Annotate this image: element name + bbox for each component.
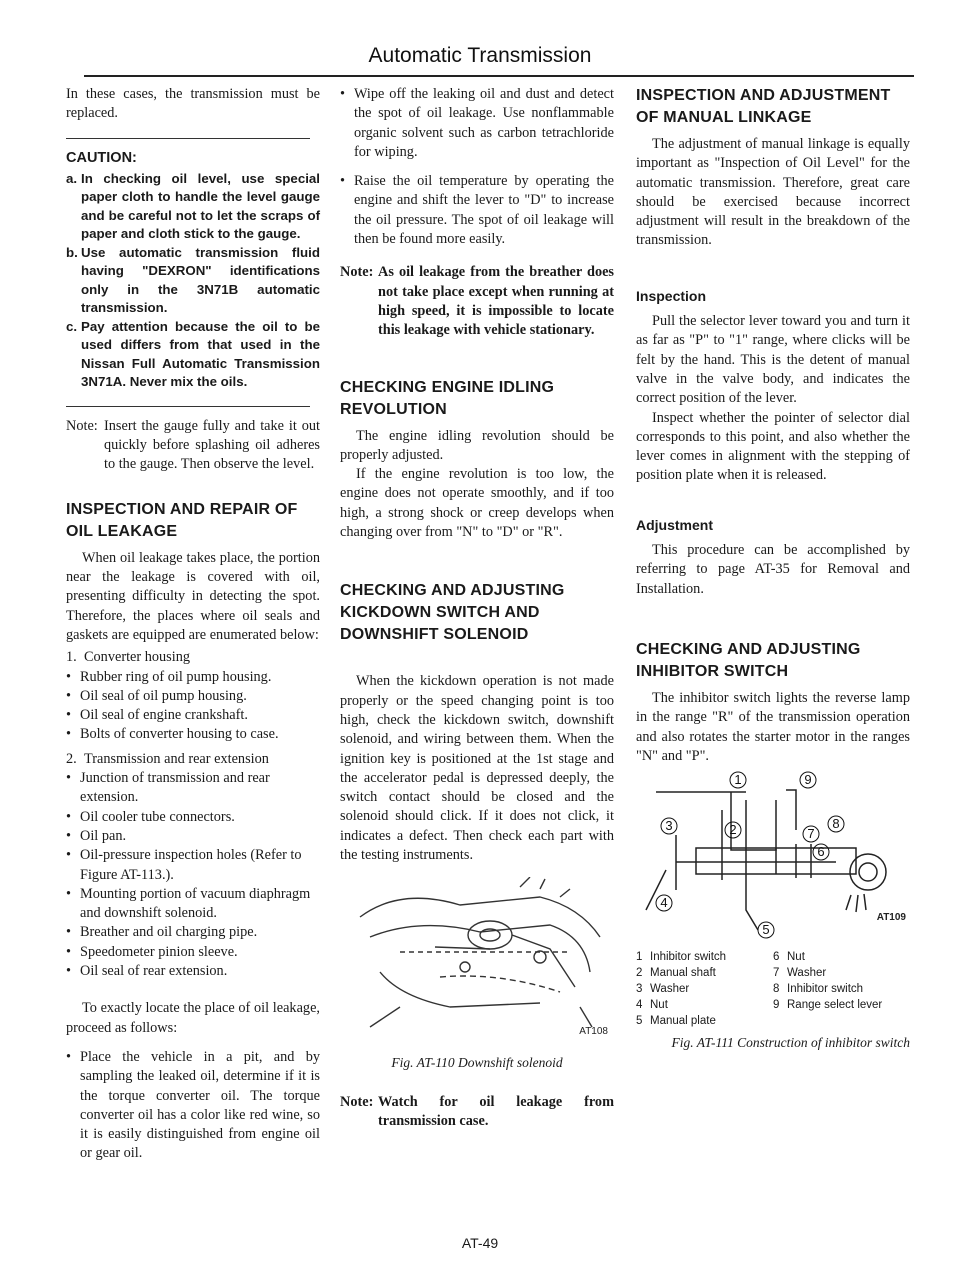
list-item-text: Oil cooler tube connectors. bbox=[80, 808, 235, 825]
legend-item bbox=[773, 949, 910, 965]
subsection-heading: Inspection bbox=[636, 287, 707, 304]
section-heading: INSPECTION AND REPAIR OF OIL LEAKAGE bbox=[66, 500, 298, 540]
callout-9: 9 bbox=[804, 772, 812, 788]
numbered-item bbox=[66, 750, 320, 769]
legend-number: 8 bbox=[773, 983, 780, 996]
legend-text: Inhibitor switch bbox=[787, 983, 864, 996]
figure-caption: Fig. AT-111 Construction of inhibitor switch bbox=[671, 1035, 910, 1051]
legend-item bbox=[636, 997, 773, 1013]
intro-paragraph: In these cases, the transmission must be replaced. bbox=[66, 86, 320, 122]
figure-inhibitor-switch bbox=[636, 770, 910, 945]
paragraph: The engine idling revolution should be properly adjusted. bbox=[340, 427, 614, 463]
list-item bbox=[66, 668, 320, 687]
list-item-text: Speedometer pinion sleeve. bbox=[80, 943, 238, 960]
list-item bbox=[66, 846, 320, 885]
item-number: 1. bbox=[66, 649, 77, 666]
caution-item bbox=[66, 318, 320, 392]
caution-label: b. bbox=[66, 244, 78, 260]
note bbox=[340, 263, 614, 340]
item-number: 2. bbox=[66, 750, 77, 767]
list-item bbox=[66, 706, 320, 725]
note bbox=[66, 417, 320, 475]
legend-item bbox=[773, 981, 910, 997]
callout-3: 3 bbox=[665, 818, 673, 834]
list-item-text: Raise the oil temperature by operating the engine and shift the lever to "D" to increase the oil pressure. The spot of oil leakage will then be found more easily. bbox=[354, 173, 614, 248]
bullet: • bbox=[66, 1048, 72, 1065]
legend-number: 4 bbox=[636, 999, 643, 1012]
list-item-text: Oil pan. bbox=[80, 827, 127, 844]
caution-text: Pay attention because the oil to be used differs from that used in the Nissan Full Automatic Transmission 3N71A. Never mix the oils. bbox=[81, 318, 320, 390]
callout-7: 7 bbox=[807, 826, 815, 842]
numbered-item bbox=[66, 648, 320, 667]
list-item-text: Oil seal of oil pump housing. bbox=[80, 687, 247, 704]
paragraph: When the kickdown operation is not made properly or the speed changing point is too high, check the kickdown switch, downshift solenoid, and wiring between them. When the ignition key is positioned at the 1st stage and the accelerator pedal is depressed deeply, the switch contact should be closed and the solenoid should click. If it does not click, it indicates a defect. Then check each part with the testing instruments. bbox=[340, 673, 614, 864]
legend-text: Nut bbox=[787, 951, 805, 964]
section-heading: CHECKING AND ADJUSTING INHIBITOR SWITCH bbox=[636, 640, 861, 680]
note-text: Watch for oil leakage from transmission case. bbox=[378, 1093, 614, 1129]
callout-4: 4 bbox=[660, 895, 668, 911]
bullet: • bbox=[66, 963, 72, 980]
bullet: • bbox=[66, 707, 72, 724]
subsection-heading: Adjustment bbox=[636, 516, 713, 533]
paragraph: This procedure can be accomplished by referring to page AT-35 for Removal and Installation. bbox=[636, 542, 910, 597]
figure-downshift-solenoid bbox=[340, 877, 614, 1047]
list-item-text: Junction of transmission and rear extension. bbox=[80, 770, 270, 806]
legend-text: Manual shaft bbox=[650, 967, 716, 980]
list-item bbox=[66, 769, 320, 808]
divider bbox=[66, 406, 310, 407]
list-item-text: Place the vehicle in a pit, and by sampling the leaked oil, determine if it is the torque converter oil. The torque converter oil has a color like red wine, so it is easily distinguished from engine oil or gear oil. bbox=[80, 1048, 320, 1162]
caution-item bbox=[66, 170, 320, 244]
note-text: As oil leakage from the breather does not take place except when running at high speed, it is impossible to locate this leakage with vehicle stationary. bbox=[378, 264, 614, 339]
note-label: Note: bbox=[66, 417, 98, 434]
column-3 bbox=[636, 85, 910, 1052]
note-label: Note: bbox=[340, 264, 374, 281]
bullet: • bbox=[66, 770, 72, 787]
callout-2: 2 bbox=[729, 822, 737, 838]
legend-text: Washer bbox=[787, 967, 827, 980]
caution-text: Use automatic transmission fluid having "DEXRON" identifications only in the 3N71B automatic transmission. bbox=[81, 244, 320, 316]
figure-code: AT108 bbox=[579, 1026, 608, 1038]
legend-item bbox=[773, 997, 910, 1013]
list-item-text: Breather and oil charging pipe. bbox=[80, 924, 258, 941]
caution-text: In checking oil level, use special paper cloth to handle the level gauge and be careful not to let the scraps of paper and cloth stick to the gauge. bbox=[81, 170, 320, 242]
list-item-text: Mounting portion of vacuum diaphragm and downshift solenoid. bbox=[80, 885, 311, 922]
list-item bbox=[340, 85, 614, 162]
legend-text: Manual plate bbox=[650, 1015, 716, 1028]
callout-6: 6 bbox=[817, 844, 825, 860]
header-rule bbox=[84, 75, 914, 77]
legend-item bbox=[636, 949, 773, 965]
bullet: • bbox=[66, 847, 72, 864]
paragraph: The adjustment of manual linkage is equally important as "Inspection of Oil Level" for the automatic transmission. Therefore, great care should be exercised because incorrect adjustment will result in the breakdown of the transmission. bbox=[636, 136, 910, 249]
bullet: • bbox=[340, 173, 346, 190]
list-item bbox=[66, 827, 320, 846]
note bbox=[340, 1093, 614, 1132]
bullet: • bbox=[66, 726, 72, 743]
paragraph: When oil leakage takes place, the portion near the leakage is covered with oil, presenting difficulty in detecting the spot. Therefore, the places where oil seals and gaskets are equipped are enumerated below: bbox=[66, 549, 320, 643]
legend-item bbox=[636, 981, 773, 997]
legend-item bbox=[773, 965, 910, 981]
list-item-text: Oil seal of engine crankshaft. bbox=[80, 707, 248, 724]
figure-legend bbox=[636, 949, 910, 1029]
bullet: • bbox=[66, 943, 72, 960]
list-item-text: Rubber ring of oil pump housing. bbox=[80, 668, 272, 685]
note-text: Insert the gauge fully and take it out quickly before splashing oil adheres to the gauge. Then observe the level. bbox=[104, 417, 320, 473]
bullet: • bbox=[66, 885, 72, 902]
legend-text: Inhibitor switch bbox=[650, 951, 727, 964]
list-item bbox=[340, 172, 614, 249]
legend-number: 2 bbox=[636, 967, 643, 980]
section-heading: INSPECTION AND ADJUSTMENT OF MANUAL LINKAGE bbox=[636, 87, 891, 126]
legend-text: Nut bbox=[650, 999, 668, 1012]
legend-item bbox=[636, 1013, 773, 1029]
callout-8: 8 bbox=[832, 816, 840, 832]
list-item bbox=[66, 808, 320, 827]
list-item bbox=[66, 923, 320, 942]
inhibitor-switch-illustration bbox=[636, 770, 910, 945]
bullet: • bbox=[66, 827, 72, 844]
bullet: • bbox=[66, 668, 72, 685]
legend-item bbox=[636, 965, 773, 981]
list-item bbox=[66, 725, 320, 744]
page-number: AT-49 bbox=[461, 1235, 499, 1251]
legend-number: 3 bbox=[636, 983, 643, 996]
caution-item bbox=[66, 244, 320, 318]
section-heading: CHECKING ENGINE IDLING REVOLUTION bbox=[340, 378, 555, 418]
list-item-text: Oil-pressure inspection holes (Refer to Figure AT-113.). bbox=[80, 847, 302, 883]
bullet: • bbox=[66, 924, 72, 941]
note-label: Note: bbox=[340, 1093, 374, 1110]
caution-label: a. bbox=[66, 170, 78, 186]
list-item bbox=[66, 943, 320, 962]
page-header: Automatic Transmission bbox=[368, 44, 592, 67]
paragraph: Pull the selector lever toward you and turn it as far as "P" to "1" range, where clicks will be felt by the hand. This is the detent of manual valve in the valve body, and indicates the correct position of the lever. bbox=[636, 313, 910, 407]
paragraph: If the engine revolution is too low, the engine does not operate smoothly, and if too high, a strong shock or creep develops when changing over from "N" to "D" or "R". bbox=[340, 466, 614, 541]
legend-number: 5 bbox=[636, 1015, 643, 1028]
item-text: Transmission and rear extension bbox=[84, 750, 269, 767]
paragraph: The inhibitor switch lights the reverse lamp in the range "R" of the transmission operation and also rotates the starter motor in the ranges "N" and "P". bbox=[636, 689, 910, 764]
figure-caption: Fig. AT-110 Downshift solenoid bbox=[391, 1055, 563, 1071]
legend-number: 1 bbox=[636, 951, 643, 964]
list-item-text: Oil seal of rear extension. bbox=[80, 963, 228, 980]
callout-1: 1 bbox=[734, 772, 742, 788]
paragraph: To exactly locate the place of oil leakage, proceed as follows: bbox=[66, 1000, 320, 1036]
column-2 bbox=[340, 85, 614, 1131]
callout-5: 5 bbox=[762, 922, 770, 938]
list-item-text: Wipe off the leaking oil and dust and detect the spot of oil leakage. Use nonflammable organic solvent such as carbon tetrachloride for wiping. bbox=[354, 86, 614, 160]
paragraph: Inspect whether the pointer of selector dial corresponds to this point, and also whether the lever comes in alignment with the stepping of position plate when it is released. bbox=[636, 409, 910, 484]
list-item bbox=[66, 1048, 320, 1164]
divider bbox=[66, 138, 310, 139]
legend-text: Range select lever bbox=[787, 999, 883, 1012]
list-item bbox=[66, 687, 320, 706]
bullet: • bbox=[66, 687, 72, 704]
caution-label: c. bbox=[66, 318, 78, 334]
figure-code: AT109 bbox=[876, 911, 906, 923]
legend-number: 7 bbox=[773, 967, 780, 980]
legend-number: 9 bbox=[773, 999, 780, 1012]
bullet: • bbox=[340, 86, 346, 102]
item-text: Converter housing bbox=[84, 649, 191, 666]
bullet: • bbox=[66, 808, 72, 825]
caution-title: CAUTION: bbox=[66, 149, 137, 166]
list-item bbox=[66, 885, 320, 924]
list-item-text: Bolts of converter housing to case. bbox=[80, 726, 279, 743]
list-item bbox=[66, 962, 320, 981]
section-heading: CHECKING AND ADJUSTING KICKDOWN SWITCH AND DOWNSHIFT SOLENOID bbox=[340, 582, 565, 644]
legend-number: 6 bbox=[773, 951, 780, 964]
downshift-solenoid-illustration bbox=[340, 877, 614, 1047]
column-1 bbox=[66, 85, 320, 1164]
legend-text: Washer bbox=[650, 983, 690, 996]
